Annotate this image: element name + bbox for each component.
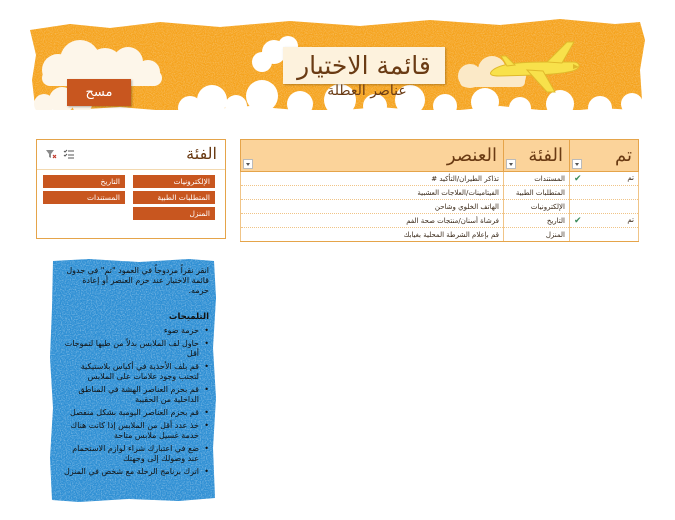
item-cell[interactable]: فرشاة أسنان/منتجات صحة الفم bbox=[241, 214, 504, 228]
header-banner bbox=[0, 0, 675, 125]
column-header-item-label: العنصر bbox=[446, 145, 497, 166]
checklist-table bbox=[240, 139, 639, 242]
multiselect-icon[interactable] bbox=[63, 148, 75, 160]
tips-list bbox=[61, 326, 209, 477]
list-item: • ضع في اعتبارك شراء لوازم الاستحمام عند وصولك إلى وجهتك bbox=[61, 444, 209, 464]
list-item: • حاول لف الملابس بدلاً من طيها لتموجات أقل bbox=[61, 339, 209, 359]
list-item: • اترك برنامج الرحلة مع شخص في المنزل bbox=[61, 467, 209, 477]
slicer-title: الفئة bbox=[186, 144, 217, 163]
done-text: تم bbox=[627, 215, 634, 224]
page-subtitle: عناصر العطلة bbox=[327, 83, 407, 99]
list-item: • قم بلف الأحذية في أكياس بلاستيكية لتجنب وجود علامات على الملابس bbox=[61, 362, 209, 382]
done-text: تم bbox=[627, 173, 634, 182]
column-header-done-label: تم bbox=[615, 145, 632, 166]
item-cell[interactable]: الهاتف الخلوي وشاحن bbox=[241, 200, 504, 214]
item-cell[interactable]: الفيتامينات/العلاجات العشبية bbox=[241, 186, 504, 200]
title-card bbox=[283, 47, 445, 84]
tips-heading: التلميحات bbox=[168, 312, 209, 322]
airplane-icon bbox=[487, 38, 582, 98]
done-cell[interactable] bbox=[570, 172, 639, 186]
done-cell[interactable] bbox=[570, 214, 639, 228]
slicer-item-medical[interactable]: المتطلبات الطبية bbox=[133, 191, 215, 204]
category-cell[interactable]: التاريخ bbox=[504, 214, 570, 228]
list-item: • قم بحزم العناصر الهشة في المناطق الداخلية من الحقيبة bbox=[61, 385, 209, 405]
done-cell[interactable] bbox=[570, 228, 639, 242]
category-cell[interactable]: الإلكترونيات bbox=[504, 200, 570, 214]
tips-content bbox=[61, 266, 209, 480]
slicer-item-date[interactable]: التاريخ bbox=[43, 175, 125, 188]
clear-filter-icon[interactable] bbox=[45, 148, 57, 160]
done-cell[interactable] bbox=[570, 200, 639, 214]
done-cell[interactable] bbox=[570, 186, 639, 200]
table-header-row bbox=[241, 140, 639, 172]
table-row[interactable] bbox=[241, 200, 639, 214]
table-row[interactable] bbox=[241, 172, 639, 186]
list-item: • حزمة ضوء bbox=[61, 326, 209, 336]
category-cell[interactable]: المتطلبات الطبية bbox=[504, 186, 570, 200]
category-cell[interactable]: المستندات bbox=[504, 172, 570, 186]
slicer-item-home[interactable]: المنزل bbox=[133, 207, 215, 220]
tips-panel bbox=[49, 258, 217, 503]
slicer-header bbox=[37, 140, 225, 170]
dropdown-arrow-icon[interactable] bbox=[243, 159, 253, 169]
checkmark-icon: ✔ bbox=[574, 215, 582, 226]
list-item: • خذ عدد أقل من الملابس إذا كانت هناك خدمة غسيل ملابس متاحة bbox=[61, 421, 209, 441]
table-row[interactable] bbox=[241, 228, 639, 242]
category-cell[interactable]: المنزل bbox=[504, 228, 570, 242]
slicer-item-electronics[interactable]: الإلكترونيات bbox=[133, 175, 215, 188]
page-title: قائمة الاختيار bbox=[297, 51, 431, 80]
dropdown-arrow-icon[interactable] bbox=[506, 159, 516, 169]
category-slicer bbox=[36, 139, 226, 239]
tips-instructions: انقر نقراً مزدوجاً في العمود "تم" في جدول قائمة الاختيار عند حزم العنصر أو إعادة حزمه. bbox=[66, 266, 209, 295]
item-cell[interactable]: قم بإعلام الشرطة المحلية بغيابك bbox=[241, 228, 504, 242]
slicer-item-documents[interactable]: المستندات bbox=[43, 191, 125, 204]
checkmark-icon: ✔ bbox=[574, 173, 582, 184]
dropdown-arrow-icon[interactable] bbox=[572, 159, 582, 169]
item-cell[interactable]: تذاكر الطيران/التأكيد # bbox=[241, 172, 504, 186]
table-row[interactable] bbox=[241, 186, 639, 200]
clear-button[interactable]: مسح bbox=[67, 79, 131, 106]
column-header-item[interactable] bbox=[241, 140, 504, 172]
column-header-category-label: الفئة bbox=[528, 145, 563, 166]
list-item: • قم بحزم العناصر اليومية بشكل منفصل bbox=[61, 408, 209, 418]
column-header-done[interactable] bbox=[570, 140, 639, 172]
table-row[interactable] bbox=[241, 214, 639, 228]
column-header-category[interactable] bbox=[504, 140, 570, 172]
